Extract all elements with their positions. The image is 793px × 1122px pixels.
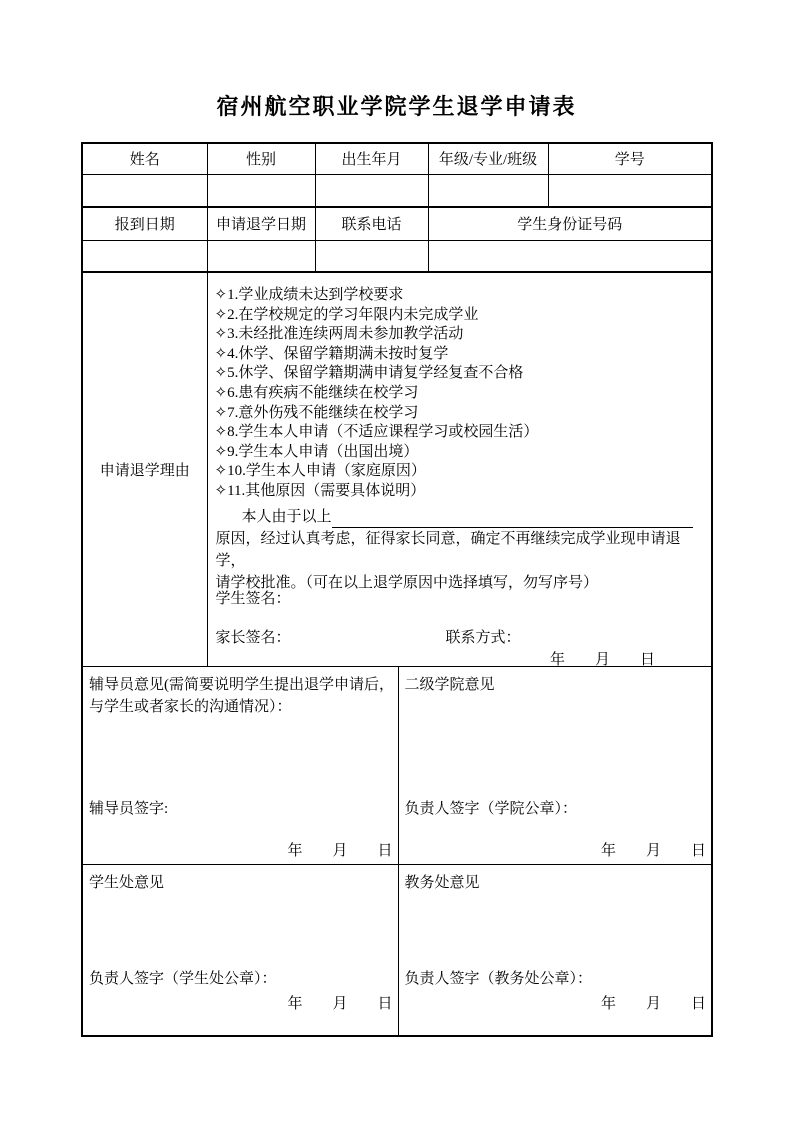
college-date-line: 年 月 日 — [601, 843, 707, 859]
parent-sign-label: 家长签名： — [215, 630, 291, 646]
phone-header: 联系电话 — [315, 207, 428, 240]
academic-affairs-opinion-cell[interactable] — [398, 865, 712, 1037]
id-number-header: 学生身份证号码 — [428, 207, 712, 240]
academic-affairs-date-line: 年 月 日 — [601, 996, 707, 1012]
withdrawal-form-table — [81, 142, 713, 1037]
student-sign-label: 学生签名： — [215, 591, 291, 607]
reason-option: ✧9.学生本人申请（出国出境） — [214, 443, 419, 460]
student-affairs-opinion-cell[interactable] — [82, 865, 398, 1037]
statement-line2: 原因，经过认真考虑，征得家长同意，确定不再继续完成学业现申请退学， — [215, 531, 681, 569]
reason-option: ✧4.休学、保留学籍期满未按时复学 — [214, 345, 449, 362]
report-date-header: 报到日期 — [82, 207, 207, 240]
reason-option: ✧7.意外伤残不能继续在校学习 — [214, 404, 419, 421]
reason-content-cell[interactable] — [207, 272, 712, 667]
counselor-sign-label: 辅导员签字: — [89, 801, 169, 817]
academic-affairs-opinion-title: 教务处意见 — [404, 875, 480, 891]
reason-option: ✧10.学生本人申请（家庭原因） — [214, 463, 426, 480]
college-opinion-cell[interactable] — [398, 667, 712, 865]
counselor-opinion-title: 辅导员意见(需简要说明学生提出退学申请后，与学生或者家长的沟通情况）： — [89, 677, 394, 715]
reason-option: ✧3.未经批准连续两周未参加教学活动 — [214, 326, 464, 343]
withdraw-date-input-cell[interactable] — [207, 240, 315, 272]
phone-input-cell[interactable] — [315, 240, 428, 272]
counselor-date-line: 年 月 日 — [287, 843, 393, 859]
grade-major-class-header: 年级/专业/班级 — [428, 143, 548, 174]
reason-date-line: 年 月 日 — [550, 652, 656, 667]
student-affairs-opinion-title: 学生处意见 — [89, 875, 165, 891]
student-affairs-sign-label: 负责人签字（学生处公章）： — [89, 971, 277, 987]
withdraw-date-header: 申请退学日期 — [207, 207, 315, 240]
counselor-opinion-cell[interactable] — [82, 667, 398, 865]
reason-option: ✧2.在学校规定的学习年限内未完成学业 — [214, 306, 479, 323]
name-header: 姓名 — [82, 143, 207, 174]
gender-input-cell[interactable] — [207, 174, 315, 207]
birthdate-header: 出生年月 — [315, 143, 428, 174]
reason-options-list — [215, 286, 539, 502]
report-date-input-cell[interactable] — [82, 240, 207, 272]
id-number-input-cell[interactable] — [428, 240, 712, 272]
student-no-input-cell[interactable] — [548, 174, 712, 207]
statement-blank-line[interactable] — [332, 509, 694, 528]
student-affairs-date-line: 年 月 日 — [287, 996, 393, 1012]
birthdate-input-cell[interactable] — [315, 174, 428, 207]
college-sign-label: 负责人签字（学院公章）： — [404, 801, 578, 817]
grade-major-class-input-cell[interactable] — [428, 174, 548, 207]
gender-header: 性别 — [207, 143, 315, 174]
name-input-cell[interactable] — [82, 174, 207, 207]
reason-statement — [216, 506, 694, 594]
reason-option: ✧11.其他原因（需要具体说明） — [214, 482, 426, 499]
page-title: 宿州航空职业学院学生退学申请表 — [216, 94, 577, 119]
reason-option: ✧5.休学、保留学籍期满申请复学经复查不合格 — [214, 365, 524, 382]
college-opinion-title: 二级学院意见 — [404, 677, 495, 693]
student-no-header: 学号 — [548, 143, 712, 174]
academic-affairs-sign-label: 负责人签字（教务处公章）： — [404, 971, 593, 987]
reason-label-cell: 申请退学理由 — [82, 272, 207, 667]
reason-option: ✧8.学生本人申请（不适应课程学习或校园生活） — [214, 424, 539, 441]
statement-prefix: 本人由于以上 — [241, 509, 332, 525]
reason-option: ✧6.患有疾病不能继续在校学习 — [214, 384, 419, 401]
statement-line3: 请学校批准。（可在以上退学原因中选择填写，勿写序号） — [215, 575, 599, 591]
reason-option: ✧1.学业成绩未达到学校要求 — [214, 287, 404, 303]
contact-label: 联系方式： — [445, 630, 521, 646]
